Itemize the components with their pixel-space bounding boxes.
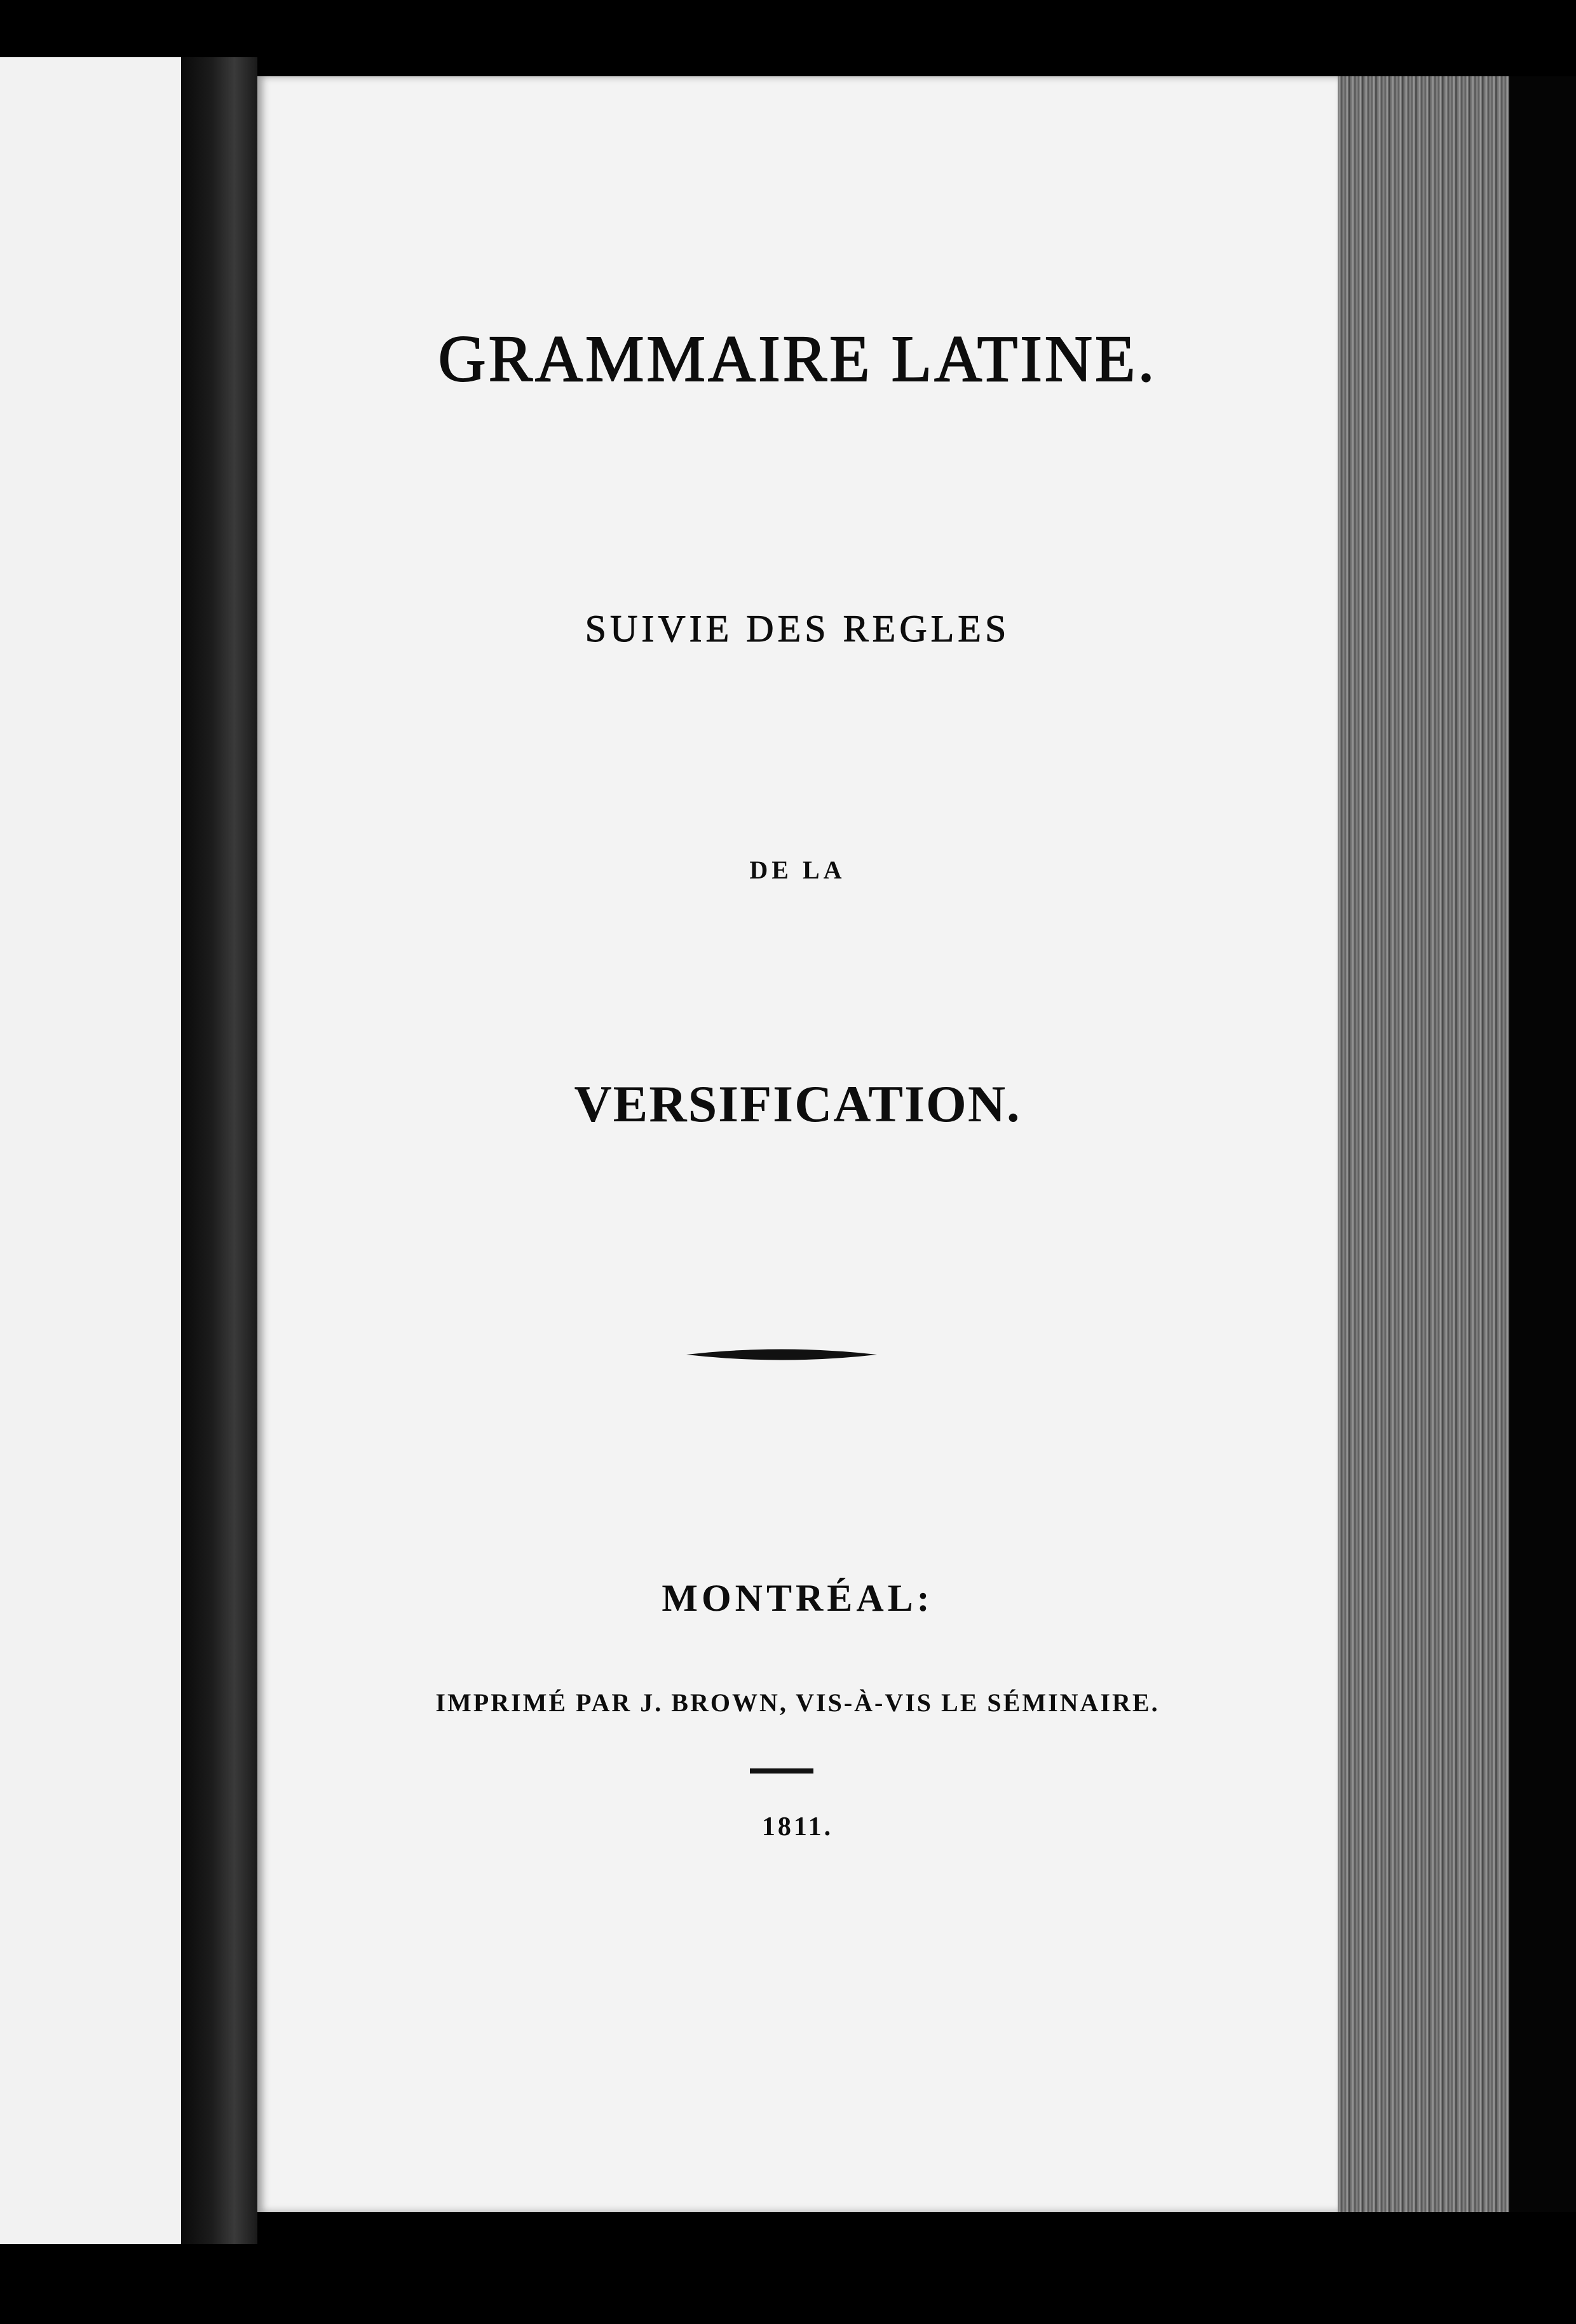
book-subtitle: SUIVIE DES REGLES: [585, 608, 1010, 650]
imprint-place: MONTRÉAL:: [662, 1577, 934, 1619]
book-title: GRAMMAIRE LATINE.: [438, 322, 1157, 395]
imprint-year: 1811.: [761, 1812, 834, 1842]
background-right: [1509, 76, 1576, 2212]
left-facing-page: [0, 57, 181, 2244]
page-stack-edge: [1338, 76, 1509, 2212]
book-gutter: [181, 57, 257, 2244]
imprint-printer: IMPRIMÉ PAR J. BROWN, VIS-À-VIS LE SÉMINAIRE.: [435, 1688, 1160, 1717]
short-rule: [750, 1768, 813, 1774]
title-page: [257, 76, 1338, 2212]
rule-ornament-icon: [686, 1346, 877, 1363]
book-subject: VERSIFICATION.: [574, 1075, 1021, 1133]
subtitle-connector: DE LA: [749, 856, 846, 884]
